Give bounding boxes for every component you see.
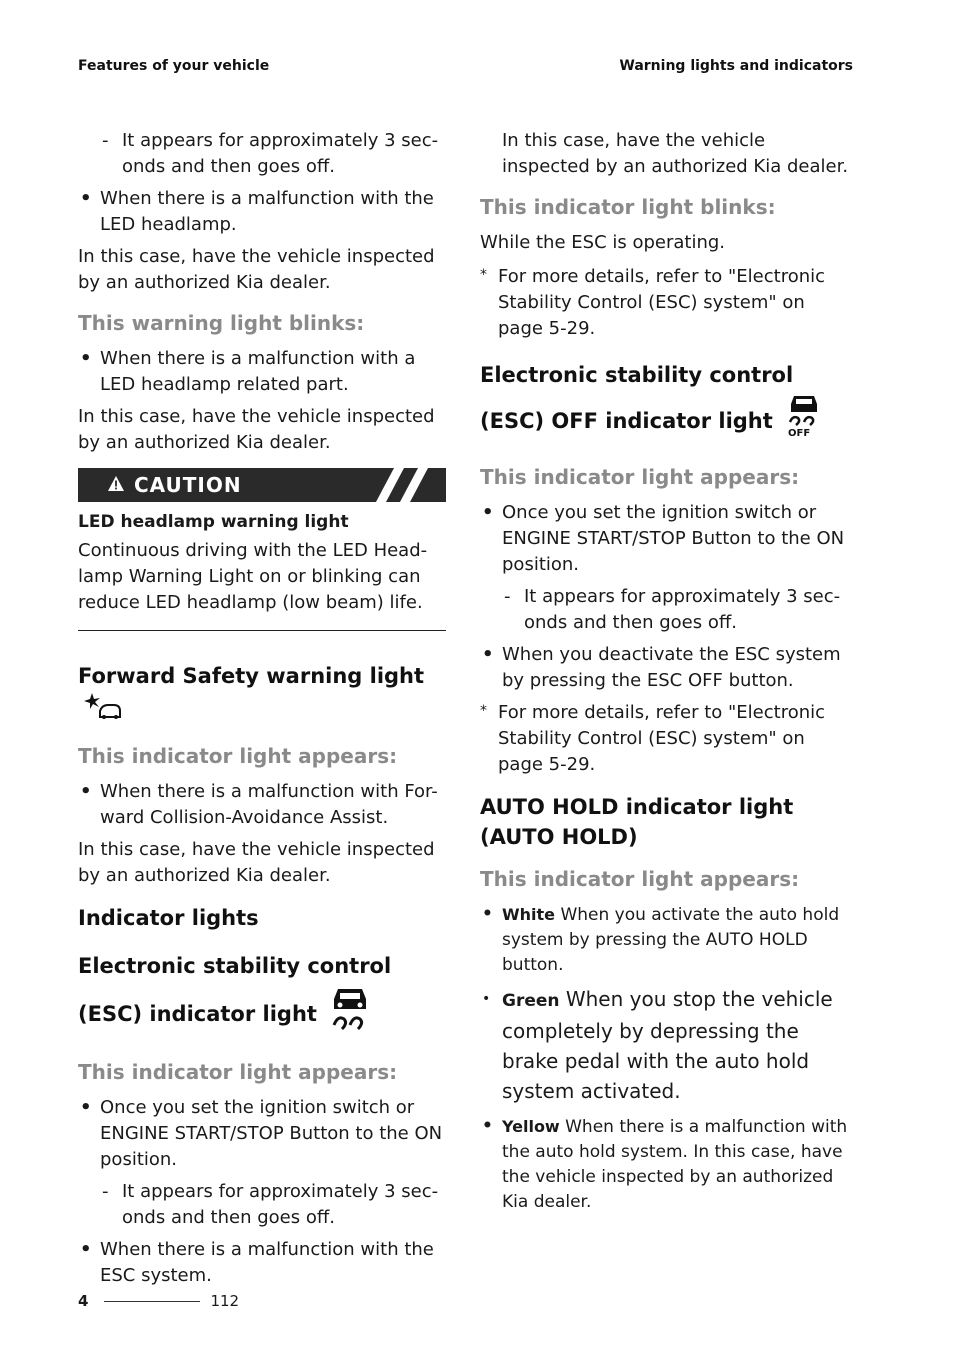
esc-off-icon-label: OFF <box>788 428 811 438</box>
section-heading <box>78 661 446 729</box>
header-section-title: Features of your vehicle <box>78 58 270 74</box>
caution-banner <box>78 468 446 502</box>
dash-item: - It appears for approximately 3 sec-onds and then goes off. <box>78 1179 446 1231</box>
bullet-item: • When there is a malfunction with the ESC system. <box>78 1237 446 1289</box>
subheading: This indicator light appears: <box>78 1060 398 1084</box>
reference-note-text: For more details, refer to "Electronic Stability Control (ESC) system" on page 5-29. <box>498 702 826 775</box>
bullet-item-yellow <box>480 1114 854 1215</box>
body-paragraph: In this case, have the vehicle inspected by an authorized Kia dealer. <box>78 406 435 453</box>
subheading: This warning light blinks: <box>78 311 365 335</box>
esc-indicator-icon <box>328 985 372 1045</box>
reference-note-text: For more details, refer to "Electronic Stability Control (ESC) system" on page 5-29. <box>498 266 826 339</box>
bullet-item: • When there is a malfunction with For-ward Collision-Avoidance Assist. <box>78 779 446 831</box>
page-header <box>78 58 853 74</box>
bullet-item-green <box>480 984 854 1106</box>
section-heading <box>480 356 854 450</box>
bullet-item: • When there is a malfunction with a LED headlamp related part. <box>78 346 446 398</box>
status-label-white: White <box>502 905 556 924</box>
asterisk-marker: * <box>480 703 487 719</box>
status-text-yellow: When there is a malfunction with the auto hold system. In this case, have the vehicle inspected by an authorized Kia dealer. <box>502 1117 848 1212</box>
caution-stripes-decoration <box>366 468 446 502</box>
status-text-green: When you stop the vehicle completely by depressing the brake pedal with the auto hold system activated. <box>502 987 833 1103</box>
dash-item: - It appears for approximately 3 sec-onds and then goes off. <box>78 128 446 180</box>
bullet-item: • When there is a malfunction with the LED headlamp. <box>78 186 446 238</box>
section-heading: Indicator lights <box>78 906 259 930</box>
subheading: This indicator light blinks: <box>480 195 776 219</box>
bullet-item: • When you deactivate the ESC system by pressing the ESC OFF button. <box>480 642 854 694</box>
status-label-yellow: Yellow <box>502 1117 560 1136</box>
body-paragraph: While the ESC is operating. <box>480 232 726 253</box>
page-footer <box>78 1292 239 1310</box>
reference-note <box>480 700 854 778</box>
subheading: This indicator light appears: <box>480 465 800 489</box>
esc-off-indicator-icon <box>784 394 824 450</box>
chapter-number: 4 <box>78 1292 89 1310</box>
body-paragraph: In this case, have the vehicle inspected by an authorized Kia dealer. <box>502 130 849 177</box>
esc-heading-text: Electronic stability control (ESC) indicator light <box>78 954 392 1026</box>
body-paragraph: In this case, have the vehicle inspected by an authorized Kia dealer. <box>78 839 435 886</box>
section-heading: AUTO HOLD indicator light (AUTO HOLD) <box>480 795 794 849</box>
footer-rule <box>104 1301 200 1302</box>
right-column <box>480 128 854 1221</box>
body-paragraph: In this case, have the vehicle inspected by an authorized Kia dealer. <box>78 246 435 293</box>
section-divider <box>78 630 446 631</box>
section-heading <box>78 947 446 1045</box>
forward-safety-warning-icon <box>82 691 122 729</box>
status-text-white: When you activate the auto hold system by pressing the AUTO HOLD button. <box>502 905 840 975</box>
subheading: This indicator light appears: <box>480 867 800 891</box>
status-label-green: Green <box>502 991 560 1011</box>
bullet-item: • Once you set the ignition switch or ENGINE START/STOP Button to the ON position. <box>480 500 854 578</box>
header-topic-title: Warning lights and indicators <box>619 58 853 74</box>
warning-triangle-icon <box>108 476 124 495</box>
forward-safety-heading-text: Forward Safety warning light <box>78 664 425 688</box>
bullet-item: • Once you set the ignition switch or ENGINE START/STOP Button to the ON position. <box>78 1095 446 1173</box>
caution-text: Continuous driving with the LED Head-lamp Warning Light on or blinking can reduce LED headlamp (low beam) life. <box>78 540 428 613</box>
dash-item: - It appears for approximately 3 sec-onds and then goes off. <box>480 584 854 636</box>
reference-note <box>480 264 854 342</box>
bullet-item-white <box>480 902 854 978</box>
subheading: This indicator light appears: <box>78 744 398 768</box>
asterisk-marker: * <box>480 267 487 283</box>
page-number: 112 <box>210 1292 240 1310</box>
caution-heading: LED headlamp warning light <box>78 512 349 532</box>
esc-off-heading-text: Electronic stability control (ESC) OFF indicator light <box>480 363 794 433</box>
left-column <box>78 128 446 1295</box>
caution-title: CAUTION <box>134 473 242 497</box>
